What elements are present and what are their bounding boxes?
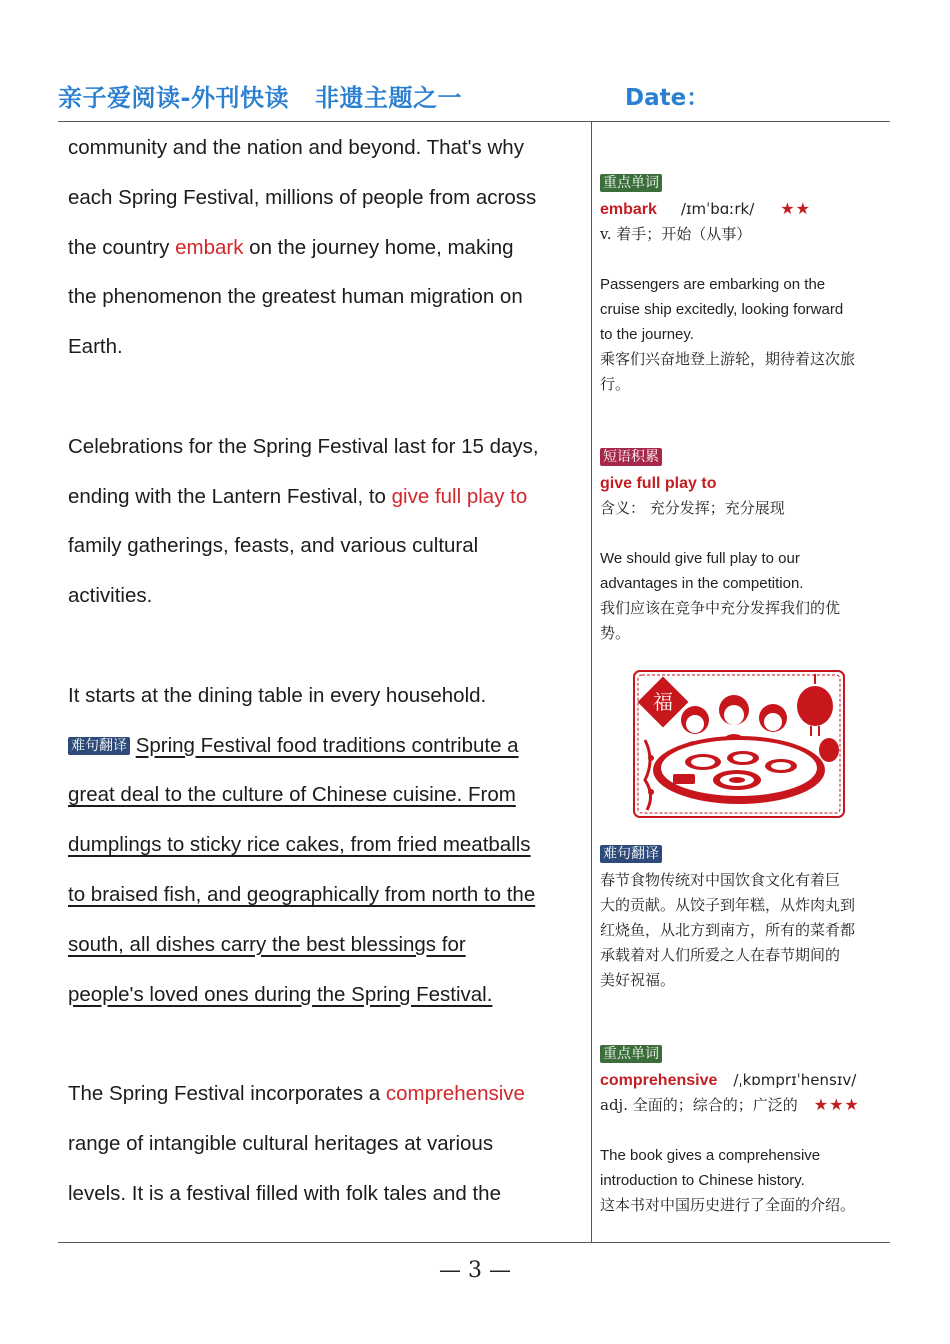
fu-character: 福 — [653, 690, 673, 714]
key-word-tag: 重点单词 — [600, 174, 662, 192]
article-line-underlined: great deal to the culture of Chinese cuisine. From — [68, 783, 516, 807]
translation-line: 春节食物传统对中国饮食文化有着巨 — [600, 871, 841, 889]
vocab-word: embark — [600, 201, 657, 218]
article-line-underlined: south, all dishes carry the best blessings for — [68, 932, 466, 956]
article-line: The Spring Festival incorporates a comprehensive — [68, 1082, 525, 1106]
vocab-definition: v. 着手；开始（从事） — [600, 225, 752, 243]
difficult-sentence-tag: 难句翻译 — [68, 737, 130, 755]
column-divider — [591, 121, 592, 1242]
date-label: Date： — [625, 85, 710, 111]
example-cn: 我们应该在竞争中充分发挥我们的优 — [600, 599, 841, 617]
example-en: to the journey. — [600, 326, 694, 343]
article-line-underlined: to braised fish, and geographically from north to the — [68, 882, 536, 906]
example-cn: 势。 — [600, 624, 631, 642]
vocab-word: comprehensive — [600, 1072, 718, 1089]
phrase-text: give full play to — [600, 475, 717, 492]
vocab-phonetic: /ɪmˈbɑːrk/ — [680, 200, 755, 218]
vocab-definition: adj. 全面的；综合的；广泛的 — [600, 1096, 798, 1114]
article-line: activities. — [68, 584, 153, 608]
article-line: family gatherings, feasts, and various cultural — [68, 534, 479, 558]
page-number: — 3 — — [439, 1258, 511, 1283]
keyword-embark: embark — [175, 235, 244, 259]
example-cn: 行。 — [600, 375, 631, 393]
papercut-family-dinner-icon — [633, 670, 845, 818]
example-cn: 这本书对中国历史进行了全面的介绍。 — [600, 1196, 856, 1214]
phrase-tag: 短语积累 — [600, 448, 662, 466]
translation-line: 美好祝福。 — [600, 971, 676, 989]
keyword-give-full-play-to: give full play to — [391, 484, 528, 508]
translation-card — [600, 843, 885, 993]
article-line: community and the nation and beyond. That's why — [68, 136, 524, 159]
translation-line: 承载着对人们所爱之人在春节期间的 — [600, 946, 841, 964]
article-line: 难句翻译 Spring Festival food traditions contribute a — [68, 721, 586, 771]
article-line: It starts at the dining table in every household. — [68, 683, 487, 707]
phrase-card-give-full-play-to — [600, 446, 885, 646]
vocab-card-comprehensive — [600, 1043, 885, 1218]
translation-line: 大的贡献。从饺子到年糕，从炸肉丸到 — [600, 896, 856, 914]
example-en: Passengers are embarking on the — [600, 276, 826, 293]
header-rule — [58, 121, 890, 122]
vocab-card-embark — [600, 172, 885, 397]
article-line: ending with the Lantern Festival, to give full play to — [68, 484, 528, 508]
article-line-underlined: people's loved ones during the Spring Festival. — [68, 982, 493, 1006]
translation-line: 红烧鱼，从北方到南方，所有的菜肴都 — [600, 921, 856, 939]
star-rating: ★★ — [780, 201, 811, 218]
article-body — [68, 123, 586, 1219]
header-title — [58, 78, 462, 113]
example-en: The book gives a comprehensive — [600, 1147, 821, 1164]
example-en: cruise ship excitedly, looking forward — [600, 301, 844, 318]
article-line: levels. It is a festival filled with folk tales and the — [68, 1181, 501, 1205]
difficult-sentence-tag: 难句翻译 — [600, 845, 662, 863]
example-en: introduction to Chinese history. — [600, 1172, 805, 1189]
article-line: each Spring Festival, millions of people from across — [68, 185, 537, 209]
star-rating: ★★★ — [813, 1097, 860, 1114]
article-line: the phenomenon the greatest human migration on — [68, 285, 523, 309]
vocab-phonetic: /ˌkɒmprɪˈhensɪv/ — [733, 1071, 857, 1089]
article-line: the country embark on the journey home, making — [68, 235, 514, 259]
article-line: range of intangible cultural heritages at various — [68, 1131, 494, 1155]
example-en: We should give full play to our — [600, 550, 800, 567]
key-word-tag: 重点单词 — [600, 1045, 662, 1063]
article-line: Earth. — [68, 335, 123, 359]
article-line: Celebrations for the Spring Festival last for 15 days, — [68, 434, 539, 458]
article-line-underlined: dumplings to sticky rice cakes, from fried meatballs — [68, 833, 531, 857]
keyword-comprehensive: comprehensive — [385, 1082, 525, 1106]
header-title-left: 亲子爱阅读-外刊快读 — [58, 84, 289, 112]
header-title-right: 非遗主题之一 — [314, 84, 462, 112]
phrase-meaning: 含义： 充分发挥；充分展现 — [600, 499, 785, 517]
example-en: advantages in the competition. — [600, 575, 804, 592]
footer-rule — [58, 1242, 890, 1243]
example-cn: 乘客们兴奋地登上游轮，期待着这次旅 — [600, 350, 856, 368]
